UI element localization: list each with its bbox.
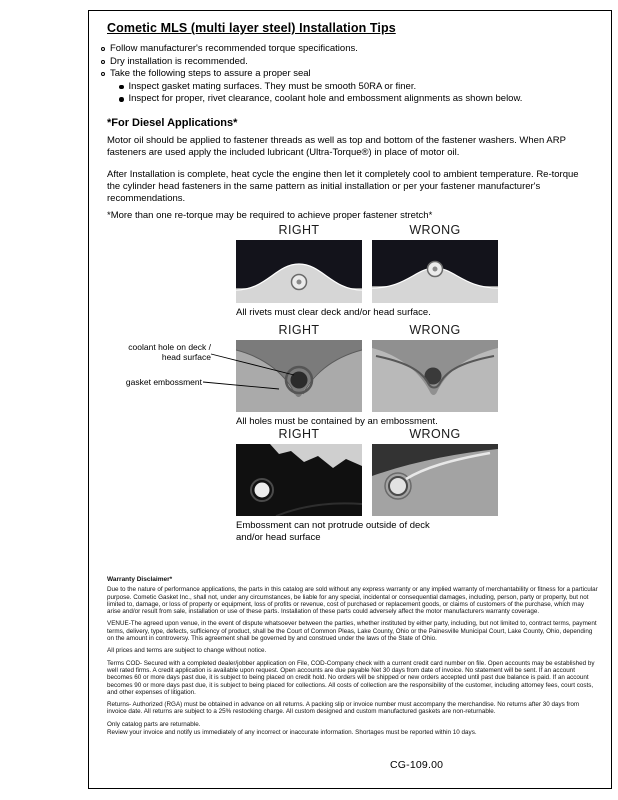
open-bullet-icon <box>101 72 105 76</box>
diagram-caption: Embossment can not protrude outside of deck and/or head surface <box>236 520 430 543</box>
disclaimer-paragraph: Only catalog parts are returnable. <box>107 720 201 728</box>
catalog-page-number: CG-109.00 <box>390 759 444 771</box>
coolant-hole-wrong-photo <box>372 340 498 412</box>
tips-list <box>101 43 595 106</box>
list-item <box>101 68 595 81</box>
diagram-caption: All holes must be contained by an embossment. <box>236 416 438 427</box>
diagram-wrong-column <box>372 223 498 303</box>
page-frame <box>88 10 612 789</box>
list-item-text: Take the following steps to assure a proper seal <box>110 68 311 79</box>
gasket-embossment-annotation: gasket embossment <box>125 377 202 387</box>
right-label: RIGHT <box>278 223 320 237</box>
page-title: Cometic MLS (multi layer steel) Installation Tips <box>107 21 396 35</box>
diagram-wrong-column <box>372 323 498 412</box>
list-item <box>101 43 595 56</box>
diagram-caption: All rivets must clear deck and/or head surface. <box>236 307 431 318</box>
disclaimer-paragraph: VENUE-The agreed upon venue, in the event of dispute whatsoever between the parties, whether instituted by either party, including, but not limited to, contract terms, payment terms, delivery, type, defects, sufficiency of product, shall be the Court of Common Pleas, Lake County, Ohio or the Painesville Municipal Court, Lake County, Ohio, depending on the amount in controversy. This agreement shall be governed by and construed under the laws of the State of Ohio. <box>107 620 597 643</box>
diagram-right-column <box>236 427 362 516</box>
diesel-applications-heading: *For Diesel Applications* <box>107 117 238 129</box>
disclaimer-paragraph: All prices and terms are subject to change without notice. <box>107 647 267 655</box>
diagram-row-embossment <box>236 427 502 543</box>
list-item-text: Follow manufacturer's recommended torque specifications. <box>110 43 358 54</box>
diagram-row-rivets <box>236 223 502 319</box>
disclaimer-heading: Warranty Disclaimer* <box>107 576 173 583</box>
rivet-wrong-photo <box>372 240 498 303</box>
wrong-label: WRONG <box>409 223 461 237</box>
diagram-right-column <box>236 223 362 303</box>
motor-oil-paragraph: Motor oil should be applied to fastener threads as well as top and bottom of the fastener washers. When ARP fasteners are used apply the included lubricant (Ultra-Torque®) in place of motor oil. <box>107 135 566 158</box>
diagram-wrong-column <box>372 427 498 516</box>
embossment-wrong-photo <box>372 444 498 516</box>
list-item <box>101 56 595 69</box>
list-item-text: Inspect gasket mating surfaces. They must be smooth 50RA or finer. <box>128 80 417 92</box>
list-item-text: Inspect for proper, rivet clearance, coolant hole and embossment alignments as shown below. <box>128 93 523 104</box>
annotation-pointer-lines <box>199 346 301 396</box>
retorque-note: *More than one re-torque may be required to achieve proper fastener stretch* <box>107 210 433 221</box>
open-bullet-icon <box>101 47 105 51</box>
right-label: RIGHT <box>278 323 320 337</box>
wrong-label: WRONG <box>409 427 461 441</box>
disclaimer-paragraph: Review your invoice and notify us immediately of any incorrect or inaccurate information. Shortages must be reported within 10 days. <box>107 729 477 737</box>
filled-bullet-icon <box>119 85 124 90</box>
disclaimer-paragraph: Due to the nature of performance applications, the parts in this catalog are sold without any express warranty or any implied warranty of merchantability or fitness for a particular purpose. Cometic Gasket Inc., shall not, under any circumstances, be liable for any special, incidental or consequential damages, including, person, party or property, but not limited to, damage, or loss of property or equipment, loss of profits or revenue, cost of purchased or replacement goods, or claims of customers of the purchase, which may arise and/or result from sale, installation or use of these parts. Installation of these parts could adversely affect the motor manufacturers warranty coverage. <box>107 586 598 616</box>
coolant-hole-annotation: coolant hole on deck / head surface <box>128 342 211 362</box>
heat-cycle-paragraph: After Installation is complete, heat cycle the engine then let it completely cool to ambient temperature. Re-torque the cylinder head fasteners in the same pattern as initial installation or per your fastener manufacturer's recommendations. <box>107 169 579 204</box>
embossment-right-photo <box>236 444 362 516</box>
filled-bullet-icon <box>119 97 124 102</box>
wrong-label: WRONG <box>409 323 461 337</box>
disclaimer-paragraph: Returns- Authorized (RGA) must be obtained in advance on all returns. A packing slip or invoice number must accompany the merchandise. No returns after 30 days from invoice date. All returns are subject to a 25% restocking charge. All custom designed and custom manufactured gaskets are non-returnable. <box>107 701 580 716</box>
list-item-text: Dry installation is recommended. <box>110 55 248 67</box>
warranty-disclaimer <box>107 576 599 741</box>
open-bullet-icon <box>101 60 105 64</box>
right-label: RIGHT <box>278 427 320 441</box>
disclaimer-paragraph: Terms COD- Secured with a completed dealer/jobber application on File, COD-Company check with a current credit card number on file. Open accounts may be established by well rated firms. A credit application is available upon request. Open accounts are due payable Net 30 days from date of invoice. No statement will be sent. If an account becomes 60 or more days past due, it is subject to being placed on credit hold. No orders will be shipped or new orders accepted until past due balance is paid. If an account becomes 90 or more days past due, it is subject to being placed for collections. All costs of collection are the responsibility of the customer, including attorney fees, court costs, and other expenses of litigation. <box>107 659 595 696</box>
sub-list-item <box>119 81 595 94</box>
sub-list-item <box>119 93 595 106</box>
rivet-right-photo <box>236 240 362 303</box>
